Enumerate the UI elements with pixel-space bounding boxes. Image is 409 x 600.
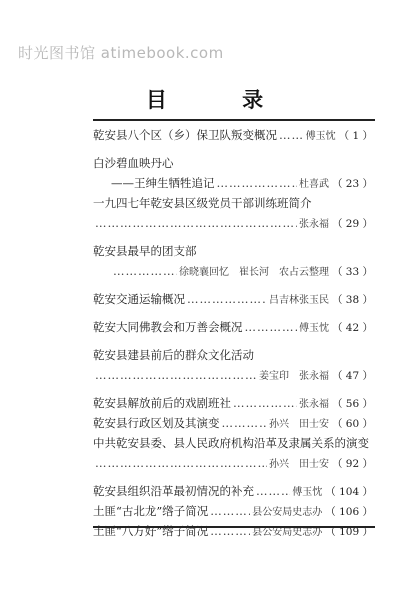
entry-page: （ 92 ） <box>331 458 373 470</box>
toc-entry <box>93 481 373 501</box>
page-title: 目 录 <box>145 88 298 112</box>
dot-leader <box>113 261 177 281</box>
entry-page: （ 1 ） <box>338 130 373 142</box>
dot-leader <box>222 413 267 433</box>
entry-title: 乾安大同佛教会和万善会概况 <box>93 320 243 334</box>
dot-leader <box>95 453 267 473</box>
entry-title: 中共乾安县委、县人民政府机构沿革及隶属关系的演变 <box>93 436 369 450</box>
entry-page: （ 23 ） <box>331 178 373 190</box>
toc-entry <box>93 261 373 281</box>
entry-page: （ 56 ） <box>331 398 373 410</box>
top-rule <box>93 119 375 121</box>
entry-page: （ 109 ） <box>325 526 373 538</box>
toc-entry <box>93 317 373 337</box>
dot-leader <box>95 365 257 385</box>
entry-author: 张永福 <box>298 219 329 230</box>
entry-title: 乾安县行政区划及其演变 <box>93 416 220 430</box>
toc-entry <box>93 213 373 233</box>
entry-title: 乾安县建县前后的群众文化活动 <box>93 348 254 362</box>
entry-title: 乾安县组织沿革最初情况的补充 <box>93 484 254 498</box>
toc-entry <box>93 521 373 541</box>
toc-entry <box>93 393 373 413</box>
entry-title: 土匪“古北龙”绺子简况 <box>93 504 209 518</box>
dot-leader <box>187 289 267 309</box>
entry-author: 县公安局史志办 <box>252 527 323 538</box>
entry-page: （ 60 ） <box>331 418 373 430</box>
entry-title: 一九四七年乾安县区级党员干部训练班简介 <box>93 196 312 210</box>
watermark: 时光图书馆 atimebook.com <box>18 44 224 62</box>
bottom-rule <box>93 526 375 528</box>
entry-author: 孙兴 田士安 <box>268 459 329 470</box>
entry-author: 张永福 <box>298 399 329 410</box>
entry-page: （ 42 ） <box>331 322 373 334</box>
entry-page: （ 47 ） <box>331 370 373 382</box>
entry-page: （ 106 ） <box>325 506 373 518</box>
entry-page: （ 29 ） <box>331 218 373 230</box>
entry-title: 乾安交通运输概况 <box>93 292 185 306</box>
toc-entry <box>93 365 373 385</box>
dot-leader <box>279 125 304 145</box>
entry-title: 白沙碧血映丹心 <box>93 156 174 170</box>
toc-entry <box>93 173 373 193</box>
entry-author: 杜喜武 <box>298 179 329 190</box>
entry-author: 傅玉忱 <box>292 487 323 498</box>
entry-author: 姜宝印 张永福 <box>258 371 329 382</box>
toc-entry <box>93 413 373 433</box>
entry-subtitle: ——王绅生牺牲追记 <box>111 176 215 190</box>
dot-leader <box>210 501 250 521</box>
entry-author: 孙兴 田士安 <box>268 419 329 430</box>
toc-entry <box>93 125 373 145</box>
entry-author: 徐晓襄回忆 崔长河 农占云整理 <box>178 267 329 278</box>
toc-entry <box>93 289 373 309</box>
entry-page: （ 38 ） <box>331 294 373 306</box>
dot-leader <box>233 393 297 413</box>
entry-author: 县公安局史志办 <box>252 507 323 518</box>
toc-entry <box>93 453 373 473</box>
entry-author: 傅玉忱 <box>305 131 336 142</box>
dot-leader <box>217 173 297 193</box>
toc-entry <box>93 501 373 521</box>
table-of-contents <box>93 125 373 541</box>
entry-title: 土匪“八方好”绺子简况 <box>93 524 209 538</box>
entry-author: 吕吉林张玉民 <box>268 295 329 306</box>
entry-title: 乾安县解放前后的戏剧班社 <box>93 396 231 410</box>
dot-leader <box>95 213 297 233</box>
entry-title: 乾安县八个区（乡）保卫队叛变概况 <box>93 128 277 142</box>
dot-leader <box>245 317 297 337</box>
dot-leader <box>210 521 250 541</box>
entry-title: 乾安县最早的团支部 <box>93 244 197 258</box>
dot-leader <box>256 481 290 501</box>
entry-page: （ 104 ） <box>325 486 373 498</box>
entry-author: 傅玉忱 <box>298 323 329 334</box>
entry-page: （ 33 ） <box>331 266 373 278</box>
